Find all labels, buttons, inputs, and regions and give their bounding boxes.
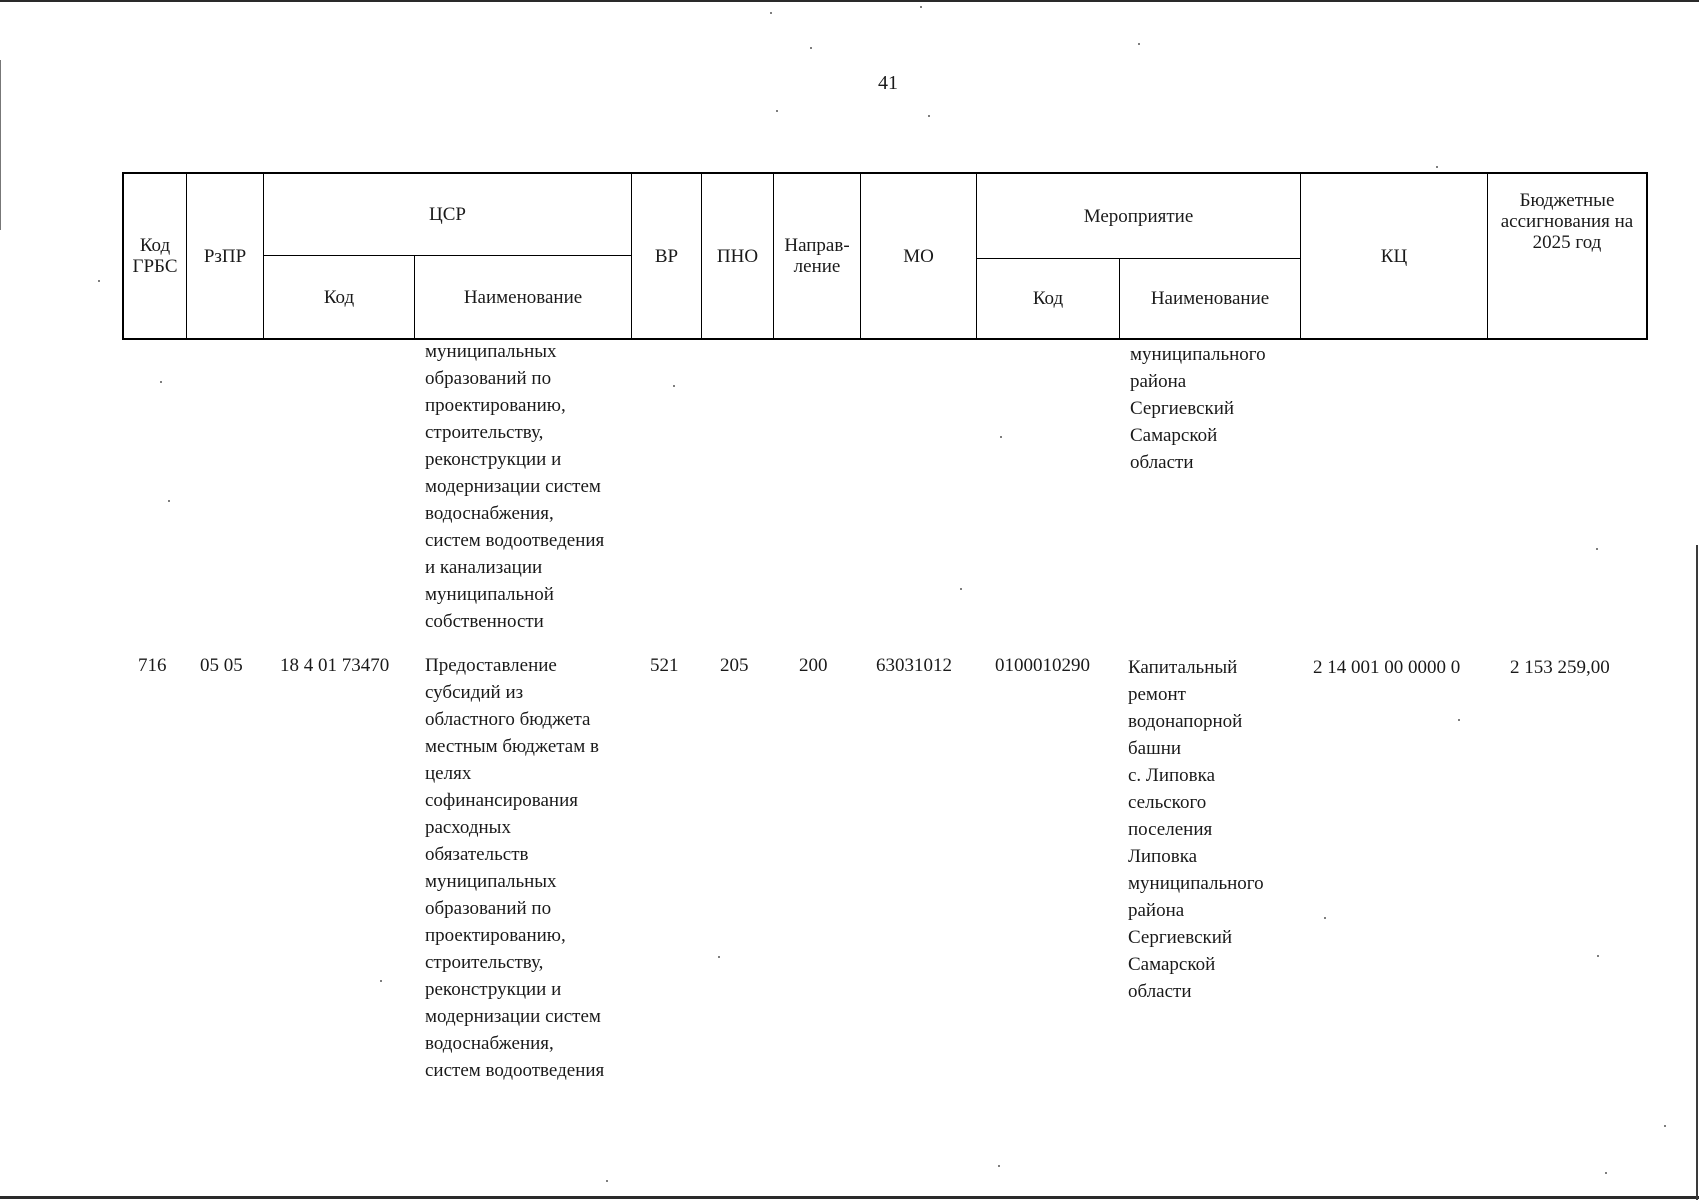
row-csr-name: Предоставление субсидий из областного бюджета местным бюджетам в целях софинансирования расходных обязательств муниципальных образований по проектированию, строительству, реконструкции и модернизации систем водоснабжения, систем водоотведения xyxy=(425,655,605,1081)
header-kc: КЦ xyxy=(1380,245,1408,267)
header-pno: ПНО xyxy=(716,245,759,267)
header-csr-code: Код xyxy=(323,286,355,308)
row-mo: 63031012 xyxy=(876,655,952,676)
scan-speck xyxy=(998,1165,1000,1167)
scan-speck xyxy=(1000,436,1002,438)
scan-edge-left xyxy=(0,60,1,230)
row-direction: 200 xyxy=(799,655,828,676)
scan-speck xyxy=(606,1180,608,1182)
scan-speck xyxy=(98,280,100,282)
scan-speck xyxy=(1664,1125,1666,1127)
row-event-code: 0100010290 xyxy=(995,655,1090,676)
scan-speck xyxy=(1138,43,1140,45)
scan-speck xyxy=(380,980,382,982)
header-bottom-border xyxy=(122,338,1648,340)
header-csr-name: Наименование xyxy=(463,286,583,308)
header-csr: ЦСР xyxy=(429,204,466,225)
scan-speck xyxy=(920,6,922,8)
continuation-csr-name: муниципальных образований по проектированию, строительству, реконструкции и модернизации систем водоснабжения, систем водоотведения и канализации муниципальной собственности xyxy=(425,341,605,632)
col-border xyxy=(1646,172,1648,340)
scan-edge-right xyxy=(1696,545,1698,1200)
scan-speck xyxy=(1597,955,1599,957)
header-direction: Направ-ление xyxy=(784,235,850,277)
scan-speck xyxy=(1458,719,1460,721)
scan-speck xyxy=(718,956,720,958)
scan-speck xyxy=(810,47,812,49)
row-event-name: Капитальный ремонт водонапорной башни с. Липовка сельского поселения Липовка муниципального района Сергиевский Самарской области xyxy=(1128,657,1264,1002)
scan-speck xyxy=(1605,1172,1607,1174)
row-grbs: 716 xyxy=(138,655,167,676)
scan-speck xyxy=(1596,548,1598,550)
scan-speck xyxy=(168,500,170,502)
header-vr: ВР xyxy=(654,245,679,267)
scan-speck xyxy=(776,110,778,112)
row-rzpr: 05 05 xyxy=(200,655,243,676)
header-budget: Бюджетные ассигнования на 2025 год xyxy=(1500,190,1634,253)
scan-speck xyxy=(1324,917,1326,919)
scan-speck xyxy=(673,385,675,387)
header-event: Мероприятие xyxy=(1083,205,1194,227)
header-rzpr: РзПР xyxy=(203,245,247,267)
scan-edge-bottom xyxy=(0,1196,1699,1199)
row-vr: 521 xyxy=(650,655,679,676)
scan-edge-top xyxy=(0,0,1699,2)
row-kc: 2 14 001 00 0000 0 xyxy=(1313,657,1461,678)
scan-speck xyxy=(960,588,962,590)
row-pno: 205 xyxy=(720,655,749,676)
scan-speck xyxy=(770,12,772,14)
header-event-name: Наименование xyxy=(1150,288,1270,309)
row-budget: 2 153 259,00 xyxy=(1510,657,1610,678)
scan-speck xyxy=(928,115,930,117)
continuation-event-name: муниципального района Сергиевский Самарской области xyxy=(1130,344,1266,473)
scan-speck xyxy=(1436,166,1438,168)
page-number: 41 xyxy=(878,72,898,94)
row-csr-code: 18 4 01 73470 xyxy=(280,655,390,676)
header-grbs: Код ГРБС xyxy=(132,235,178,277)
header-event-code: Код xyxy=(1032,288,1064,309)
header-mo: МО xyxy=(903,245,934,267)
scan-speck xyxy=(160,381,162,383)
